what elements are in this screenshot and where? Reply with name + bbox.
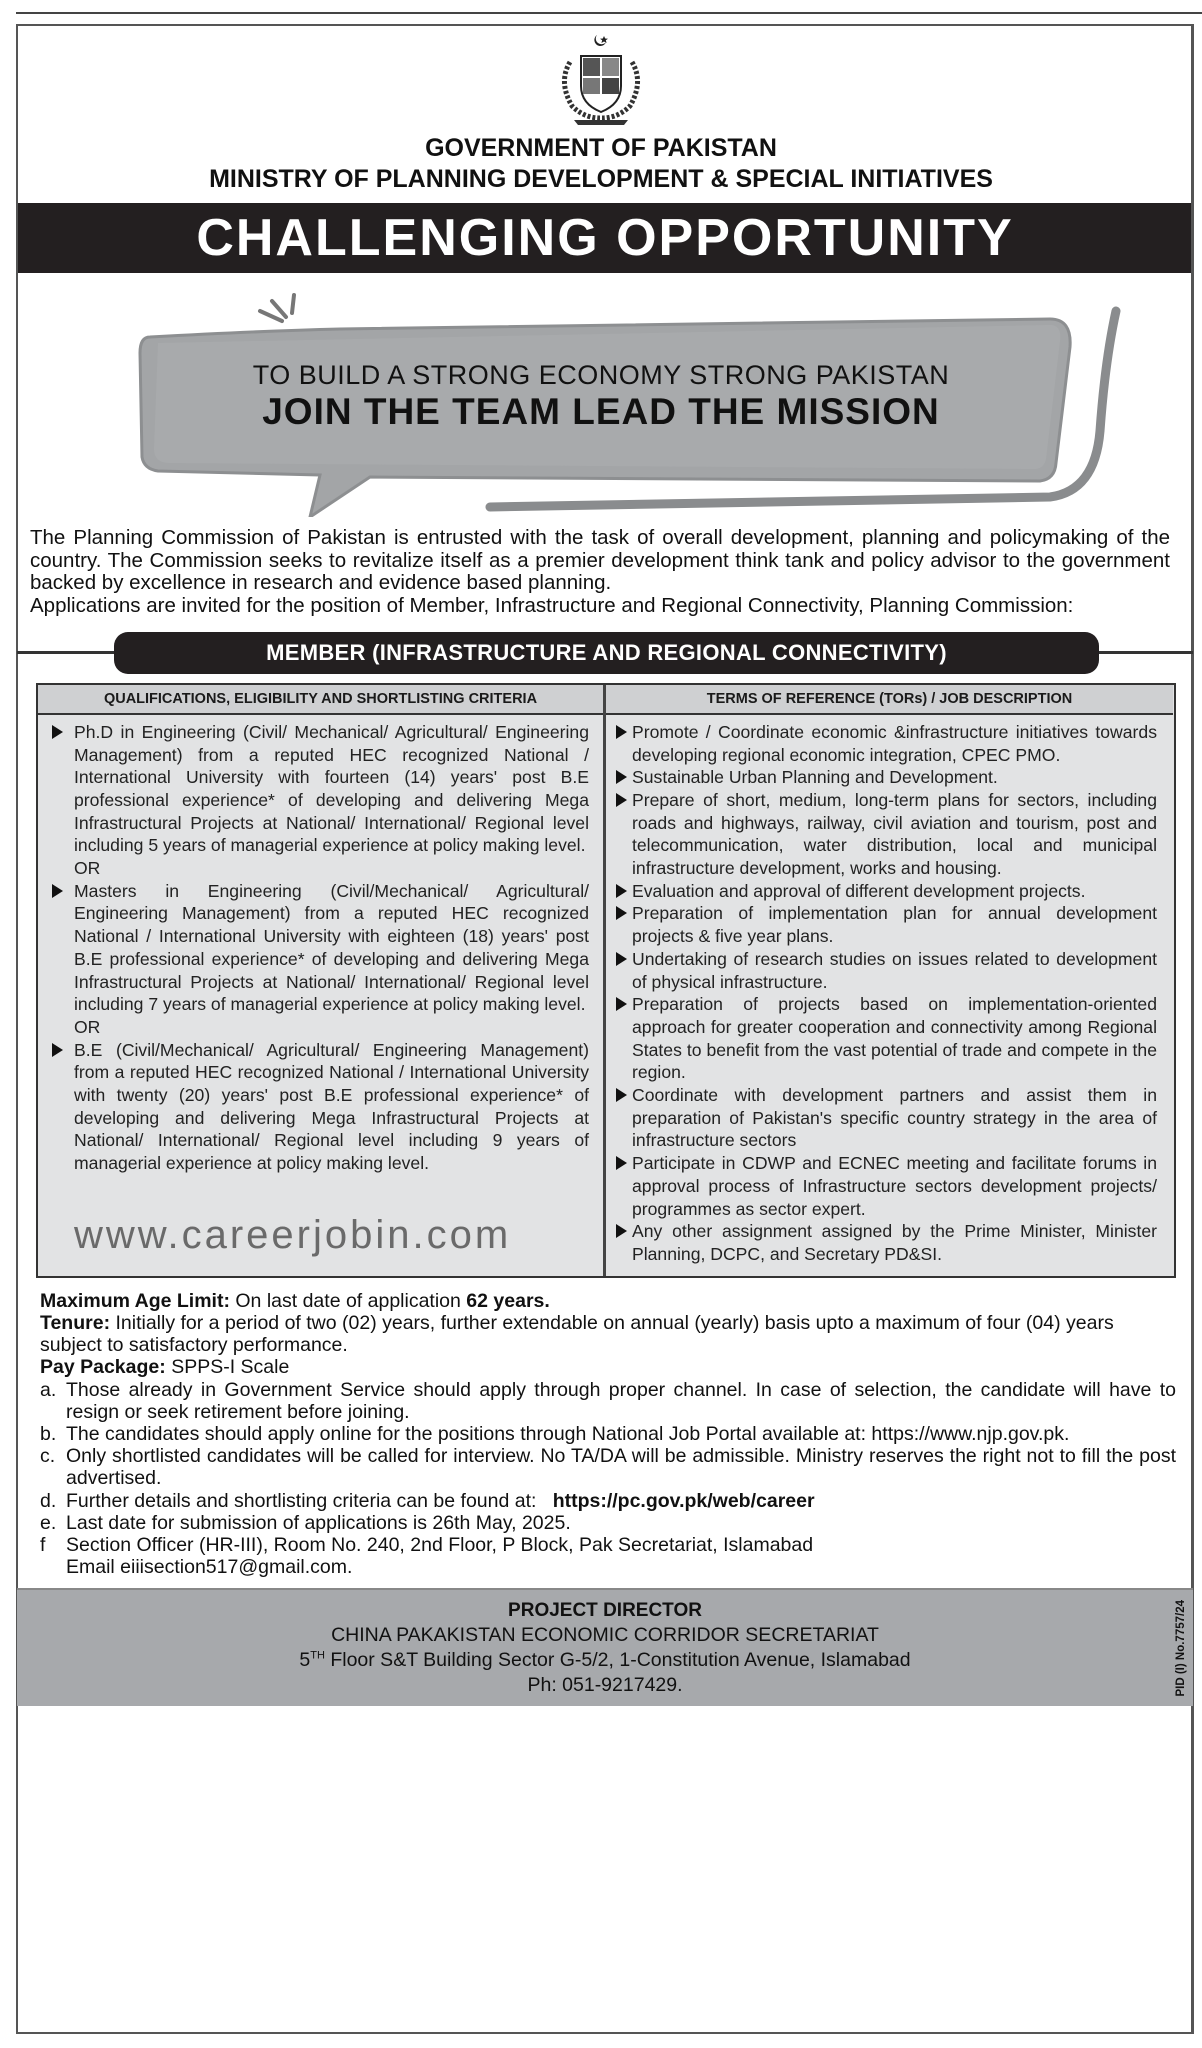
note-e: e. Last date for submission of applications is 26th May, 2025.: [40, 1511, 571, 1534]
bullet-arrow-icon: [52, 725, 63, 739]
contact-footer: [17, 1588, 1193, 1706]
watermark: www.careerjobin.com: [74, 1212, 512, 1257]
bullet-arrow-icon: [616, 793, 627, 807]
note-c: c. Only shortlisted candidates will be called for interview. No TA/DA will be admissible. Ministry reserves the right not to fill the post advertised.: [40, 1445, 1176, 1490]
pay-package: Pay Package: SPPS-I Scale: [40, 1356, 290, 1379]
tenure: Tenure: Initially for a period of two (02) years, further extendable on annual (yearly) basis upto a maximum of four (04) years subject to satisfactory performance.: [40, 1311, 1114, 1357]
headline-text: CHALLENGING OPPORTUNITY: [196, 209, 1014, 267]
tor-item: Sustainable Urban Planning and Development.: [616, 766, 1157, 789]
note-b: b. The candidates should apply online for the positions through National Job Portal available at: https://www.njp.gov.pk.: [40, 1422, 1070, 1445]
bullet-arrow-icon: [616, 725, 627, 739]
requirements-table: [36, 683, 1176, 1278]
state-emblem-icon: [548, 32, 654, 127]
footer-title: PROJECT DIRECTOR: [508, 1600, 702, 1622]
bottom-spacer: [0, 1706, 1202, 1726]
terms-section: [40, 1290, 1176, 1579]
position-banner: [114, 632, 1099, 674]
header: [0, 0, 1202, 195]
slogan-line-2: JOIN THE TEAM LEAD THE MISSION: [262, 391, 940, 432]
qualifications-column: [38, 715, 603, 1269]
bullet-arrow-icon: [616, 1224, 627, 1238]
qualifications-cell: [38, 685, 606, 1276]
bullet-arrow-icon: [616, 997, 627, 1011]
slogan-section: [0, 291, 1202, 523]
footer-organization: CHINA PAKAKISTAN ECONOMIC CORRIDOR SECRETARIAT: [331, 1624, 879, 1647]
tor-item: Preparation of implementation plan for annual development projects & five year plans.: [616, 902, 1157, 947]
tor-item: Undertaking of research studies on issues related to development of physical infrastructure.: [616, 948, 1157, 993]
bullet-arrow-icon: [616, 770, 627, 784]
tor-item: Preparation of projects based on implementation-oriented approach for greater cooperation and connectivity among Regional States to benefit from the vast potential of trade and compete in the region.: [616, 993, 1157, 1084]
tor-item: Any other assignment assigned by the Prime Minister, Minister Planning, DCPC, and Secretary PD&SI.: [616, 1220, 1157, 1265]
pid-number: PID (I) No.7757/24: [1175, 1600, 1187, 1697]
tor-item: Prepare of short, medium, long-term plans for sectors, including roads and highways, railway, civil aviation and tourism, post and telecommunication, water distribution, local and municipal infrastructure development, works and housing.: [616, 789, 1157, 880]
bullet-arrow-icon: [616, 1156, 627, 1170]
tors-header: TERMS OF REFERENCE (TORs) / JOB DESCRIPTION: [606, 685, 1173, 715]
tors-cell: [606, 685, 1173, 1276]
invitation-paragraph: Applications are invited for the position of Member, Infrastructure and Regional Connectivity, Planning Commission:: [30, 594, 1074, 618]
ministry-title: MINISTRY OF PLANNING DEVELOPMENT & SPECIAL INITIATIVES: [209, 165, 993, 193]
position-section: [0, 632, 1202, 674]
slogan-line-1: TO BUILD A STRONG ECONOMY STRONG PAKISTAN: [252, 360, 950, 390]
position-title: MEMBER (INFRASTRUCTURE AND REGIONAL CONNECTIVITY): [266, 639, 947, 665]
tor-item: Evaluation and approval of different development projects.: [616, 880, 1157, 903]
qualification-item: Masters in Engineering (Civil/Mechanical/ Agricultural/ Engineering Management) from a reputed HEC recognized National / International University with eighteen (18) years' post B.E professional experience* of developing and delivering Mega Infrastructural Projects at National/ International/ Regional level including 7 years of managerial experience at policy making level.: [52, 880, 589, 1016]
qualifications-header: QUALIFICATIONS, ELIGIBILITY AND SHORTLISTING CRITERIA: [38, 685, 603, 715]
headline-banner: [17, 203, 1193, 273]
bullet-arrow-icon: [52, 884, 63, 898]
intro-section: [30, 527, 1170, 618]
footer-phone: Ph: 051-9217429.: [527, 1674, 683, 1697]
government-title: GOVERNMENT OF PAKISTAN: [425, 134, 777, 162]
bullet-arrow-icon: [616, 906, 627, 920]
tor-item: Participate in CDWP and ECNEC meeting and facilitate forums in approval process of Infrastructure sectors development projects/ programmes as sector expert.: [616, 1152, 1157, 1220]
bullet-arrow-icon: [616, 952, 627, 966]
career-link[interactable]: https://pc.gov.pk/web/career: [552, 1489, 815, 1512]
qualification-item: Ph.D in Engineering (Civil/ Mechanical/ Agricultural/ Engineering Management) from a reputed HEC recognized National / International University with fourteen (14) years' post B.E professional experience* of developing and delivering Mega Infrastructural Projects at National/ International/ Regional level including 5 years of managerial experience at policy making level.: [52, 721, 589, 857]
age-limit: Maximum Age Limit: On last date of application 62 years.: [40, 1289, 550, 1312]
note-a: a. Those already in Government Service should apply through proper channel. In case of selection, the candidate will have to resign or seek retirement before joining.: [40, 1378, 1176, 1423]
footer-address: 5TH Floor S&T Building Sector G-5/2, 1-Constitution Avenue, Islamabad: [299, 1649, 911, 1672]
bullet-arrow-icon: [616, 1088, 627, 1102]
qualification-item: B.E (Civil/Mechanical/ Agricultural/ Engineering Management) from a reputed HEC recognized National / International University with twenty (20) years' post B.E professional experience* of developing and delivering Mega Infrastructural Projects at National/ International/ Regional level including 9 years of managerial experience at policy making level.: [52, 1039, 589, 1175]
bullet-arrow-icon: [616, 884, 627, 898]
tor-item: Promote / Coordinate economic &infrastructure initiatives towards developing regional economic integration, CPEC PMO.: [616, 721, 1157, 766]
or-separator: OR: [74, 1016, 101, 1037]
note-f: f Section Officer (HR-III), Room No. 240, 2nd Floor, P Block, Pak Secretariat, Islamabad Email eiiisection517@gmail.com.: [40, 1533, 814, 1579]
intro-paragraph: The Planning Commission of Pakistan is entrusted with the task of overall development, planning and policymaking of the country. The Commission seeks to revitalize itself as a premier development think tank and policy advisor to the government backed by excellence in research and evidence based planning.: [30, 526, 1170, 595]
contact-email[interactable]: Email eiiisection517@gmail.com.: [66, 1556, 353, 1579]
bullet-arrow-icon: [52, 1043, 63, 1057]
tor-item: Coordinate with development partners and assist them in preparation of Pakistan's specific country strategy in the area of infrastructure sectors: [616, 1084, 1157, 1152]
or-separator: OR: [74, 858, 101, 879]
tors-column: [606, 715, 1173, 1276]
note-d: d. Further details and shortlisting criteria can be found at: https://pc.gov.pk/web/career: [40, 1489, 815, 1512]
